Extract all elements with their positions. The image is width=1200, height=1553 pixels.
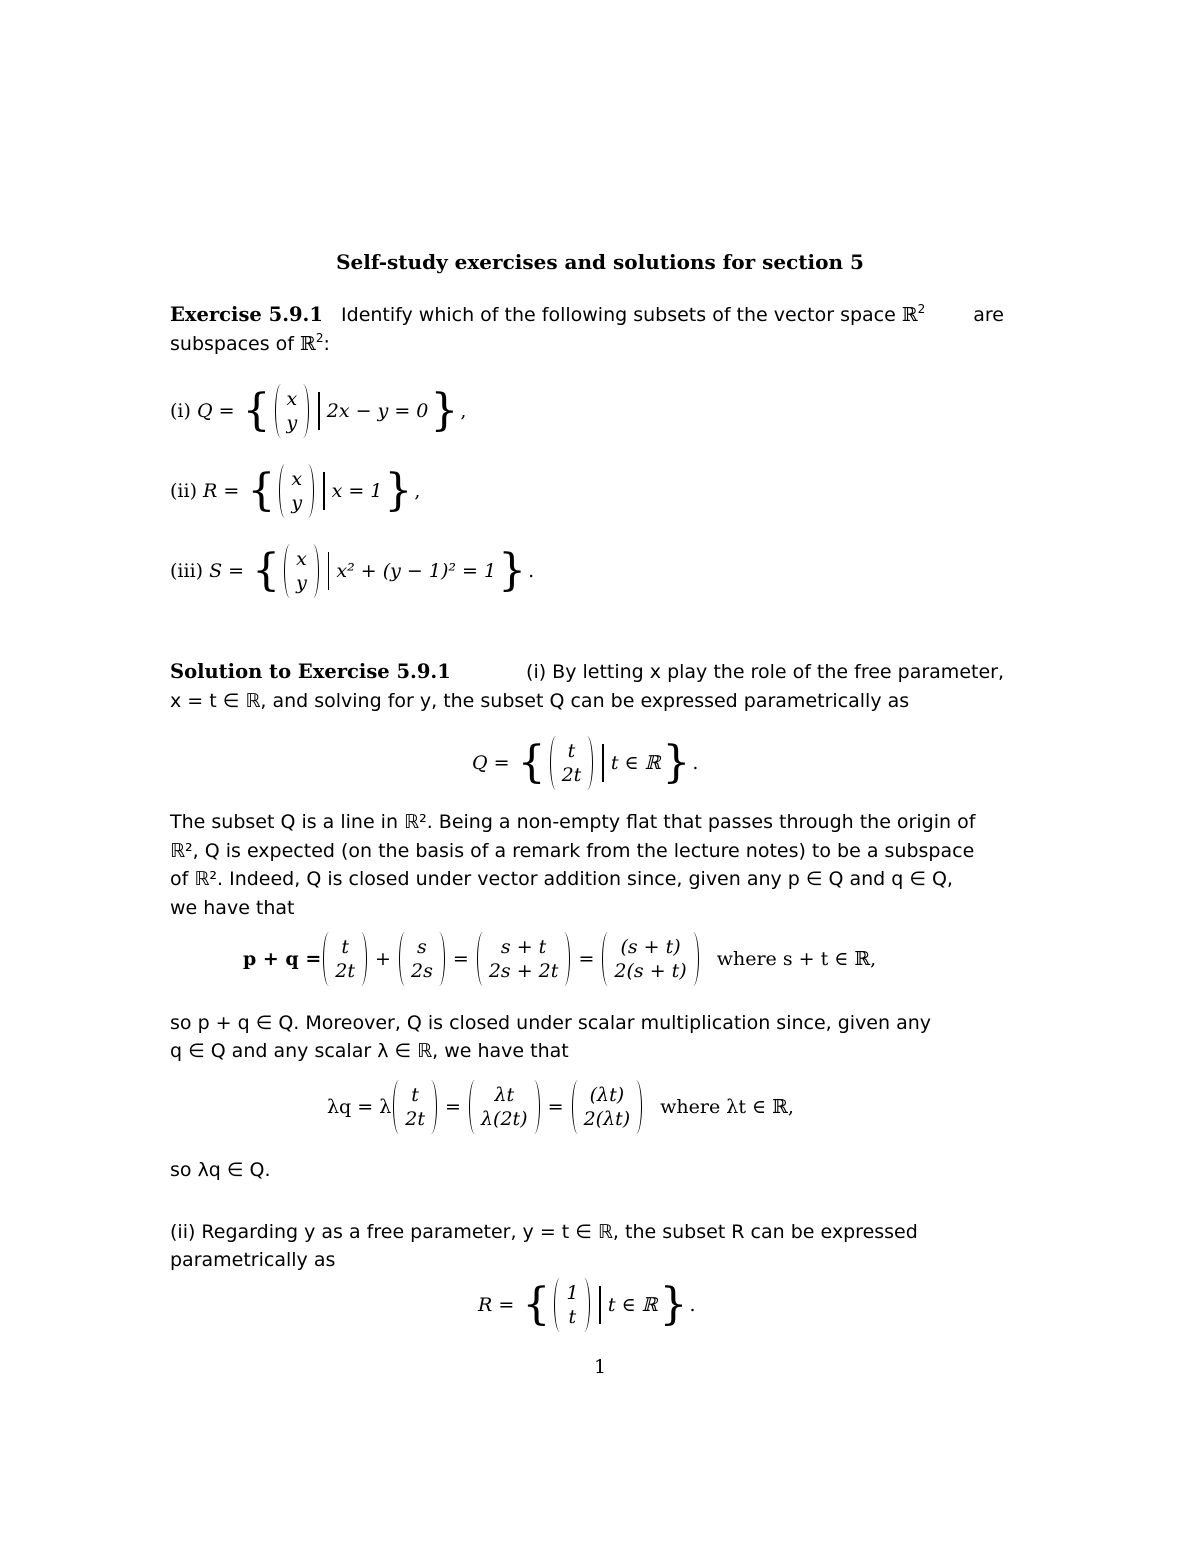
vector-entry: λ(2t)	[480, 1108, 528, 1130]
open-brace: {	[242, 385, 271, 436]
close-brace: }	[498, 545, 527, 596]
vector-entry: t	[411, 1084, 419, 1106]
vector-entry: 1	[566, 1282, 579, 1304]
set-builder-bar	[323, 472, 325, 510]
equation-lhs: p + q =	[243, 948, 322, 970]
open-brace: {	[247, 465, 276, 516]
close-brace: }	[659, 1279, 688, 1330]
close-brace: }	[662, 737, 691, 788]
set-condition: t ∈ ℝ	[610, 752, 661, 774]
where-clause: where λt ∈ ℝ,	[660, 1096, 794, 1118]
vector-entry: λt	[494, 1084, 515, 1106]
exercise-label: Exercise 5.9.1	[170, 303, 323, 326]
field-symbol: ℝ	[300, 333, 316, 355]
vector-entry: 2t	[405, 1108, 425, 1130]
open-brace: {	[522, 1279, 551, 1330]
vector-addition-equation: p + q = t 2t + s 2s = s + t 2s + 2t = (s + t) 2(s + t) where s + t ∈ ℝ,	[243, 932, 876, 986]
exercise-item-i: (i) Q = { x y 2x − y = 0 } ,	[170, 385, 467, 436]
equation-lhs: λq = λ	[327, 1096, 392, 1118]
paragraph-3-line-1	[170, 1009, 1004, 1037]
close-brace: }	[384, 465, 413, 516]
vector-entry: 2(λt)	[583, 1108, 631, 1130]
column-vector	[477, 932, 571, 986]
set-builder-bar	[318, 392, 320, 430]
vector-entry: t	[567, 740, 576, 762]
vector-entry: 2t	[561, 764, 582, 786]
exercise-text-1b: are	[973, 304, 1004, 326]
solution-text-1: (i) By letting x play the role of the free parameter,	[526, 661, 1004, 683]
set-condition: x = 1	[331, 480, 383, 502]
item-label: (ii)	[170, 480, 197, 502]
item-label: (iii)	[170, 560, 204, 582]
solution-line-1	[170, 658, 1004, 686]
paragraph-2-line-3: of ℝ². Indeed, Q is closed under vector addition since, given any p ∈ Q and q ∈ Q,	[170, 868, 953, 890]
column-vector	[393, 1080, 437, 1134]
set-condition: t ∈ ℝ	[607, 1294, 658, 1316]
paragraph-5-line-1: (ii) Regarding y as a free parameter, y = t ∈ ℝ, the subset R can be expressed	[170, 1221, 918, 1243]
column-vector	[602, 932, 698, 986]
set-builder-bar	[328, 552, 330, 590]
column-vector	[550, 736, 594, 790]
exercise-text-1a: Identify which of the following subsets of the vector space	[341, 304, 902, 326]
exercise-line-2	[170, 330, 1004, 358]
scalar-multiplication-equation: λq = λ t 2t = λt λ(2t) = (λt) 2(λt) where λt ∈ ℝ,	[327, 1080, 794, 1134]
power: 2	[917, 302, 926, 316]
close-brace: }	[430, 385, 459, 436]
paragraph-2-line-2: ℝ², Q is expected (on the basis of a remark from the lecture notes) to be a subspace	[170, 840, 975, 862]
paragraph-2-line-4: we have that	[170, 897, 295, 919]
vector-entry: 2s	[411, 960, 433, 982]
solution-line-2: x = t ∈ ℝ, and solving for y, the subset Q can be expressed parametrically as	[170, 690, 910, 712]
equation-lhs: Q =	[472, 752, 510, 774]
exercise-item-ii: (ii) R = { x y x = 1 } ,	[170, 465, 421, 516]
column-vector: x y	[284, 544, 319, 598]
exercise-line-1-content	[170, 301, 925, 329]
paragraph-5-line-2: parametrically as	[170, 1249, 336, 1271]
set-name: Q	[196, 400, 213, 422]
q-parametric-equation	[472, 736, 698, 790]
item-label: (i)	[170, 400, 191, 422]
open-brace: {	[517, 737, 546, 788]
where-clause: where s + t ∈ ℝ,	[716, 948, 877, 970]
exercise-text-2a: subspaces of	[170, 333, 301, 355]
item-end: ,	[414, 480, 421, 502]
vector-entry: 2t	[335, 960, 355, 982]
column-vector: x y	[275, 384, 310, 438]
set-condition: 2x − y = 0	[326, 400, 429, 422]
vector-entry: s	[417, 936, 427, 958]
item-end: .	[528, 560, 535, 582]
vector-entry: (λt)	[589, 1084, 625, 1106]
set-condition: x² + (y − 1)² = 1	[336, 560, 497, 582]
column-vector: x y	[279, 464, 314, 518]
equation-end: .	[689, 1294, 696, 1316]
column-vector	[399, 932, 445, 986]
paragraph-4: so λq ∈ Q.	[170, 1159, 271, 1181]
vector-entry: t	[341, 936, 349, 958]
exercise-item-iii: (iii) S = { x y x² + (y − 1)² = 1 } .	[170, 545, 535, 596]
set-name: S	[209, 560, 223, 582]
paragraph-3-line-1-text: so p + q ∈ Q. Moreover, Q is closed under scalar multiplication since, given any	[170, 1012, 932, 1034]
column-vector	[572, 1080, 643, 1134]
item-end: ,	[460, 400, 467, 422]
vector-entry: t	[568, 1306, 577, 1328]
vector-entry: 2s + 2t	[488, 960, 559, 982]
column-vector	[323, 932, 367, 986]
open-brace: {	[252, 545, 281, 596]
column-vector	[469, 1080, 540, 1134]
field-symbol: ℝ	[901, 304, 918, 326]
paragraph-3-line-2: q ∈ Q and any scalar λ ∈ ℝ, we have that	[170, 1040, 569, 1062]
vector-entry: (s + t)	[620, 936, 681, 958]
equation-lhs: R =	[478, 1294, 515, 1316]
vector-entry: s + t	[500, 936, 547, 958]
set-builder-bar	[599, 1286, 601, 1324]
vector-entry: 2(s + t)	[614, 960, 687, 982]
r-parametric-equation	[478, 1278, 696, 1332]
exercise-line-1	[170, 301, 1004, 329]
exercise-text-2b: :	[323, 333, 330, 355]
solution-label: Solution to Exercise 5.9.1	[170, 660, 451, 683]
set-builder-bar	[602, 744, 604, 782]
equation-end: .	[692, 752, 699, 774]
page-title: Self-study exercises and solutions for section 5	[336, 250, 864, 274]
power: 2	[315, 331, 324, 345]
column-vector	[554, 1278, 590, 1332]
set-name: R	[203, 480, 218, 502]
paragraph-2-line-1: The subset Q is a line in ℝ². Being a non-empty flat that passes through the origin of	[170, 811, 976, 833]
page-number: 1	[593, 1356, 607, 1378]
